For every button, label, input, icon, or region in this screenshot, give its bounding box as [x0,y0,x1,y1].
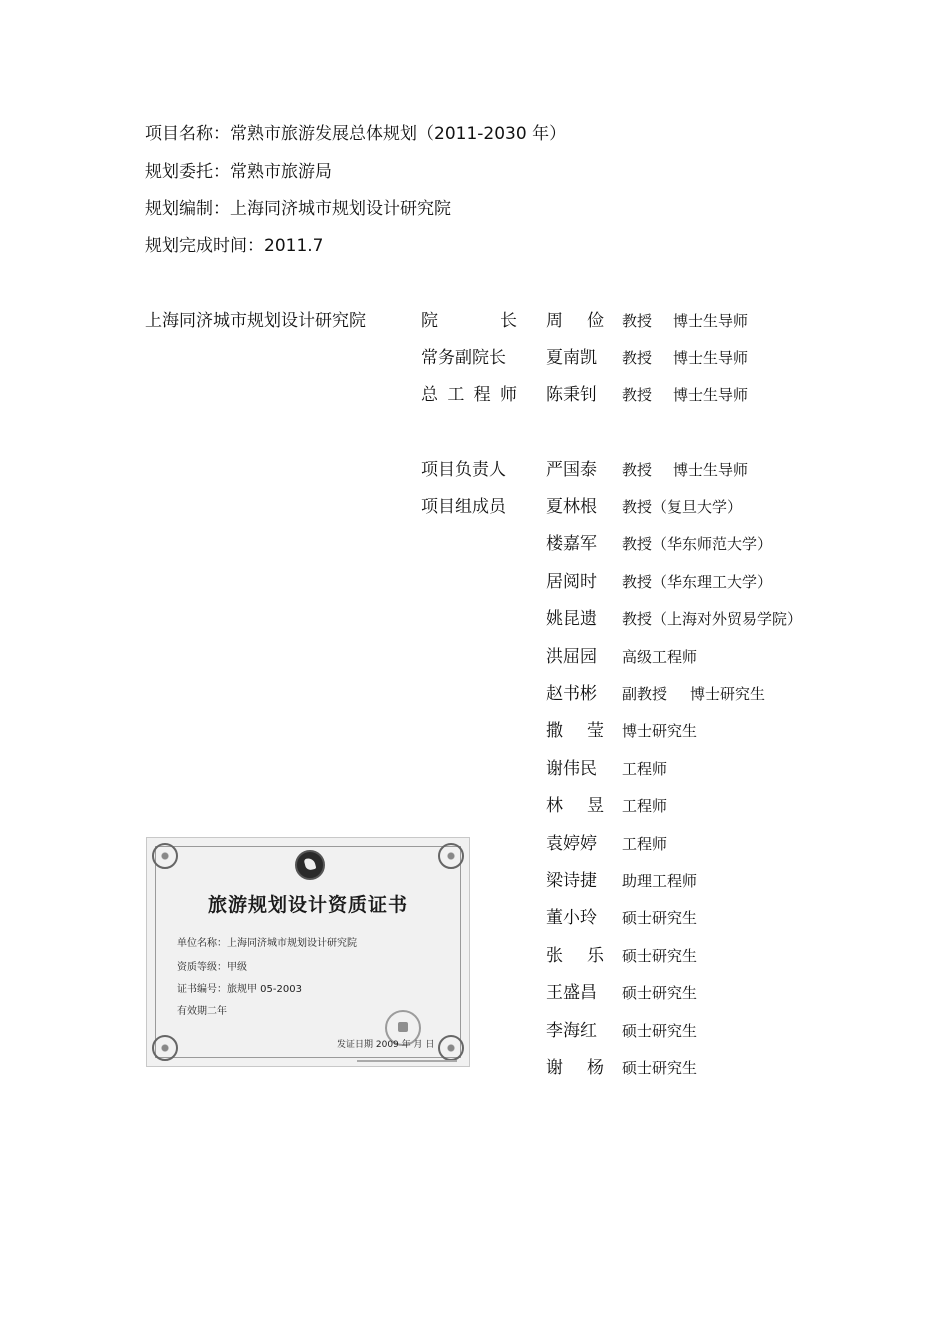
member-title: 工程师 [622,759,668,778]
project-compiler-line: 规划编制：上海同济城市规划设计研究院 [145,199,451,219]
member-name: 撒 莹 [546,721,604,742]
certificate-number: 证书编号：旅规甲 05-2003 [177,984,302,995]
member-title: 工程师 [622,834,668,853]
horse-emblem-icon [295,850,325,880]
member-title: 高级工程师 [622,647,698,666]
certificate-grade: 资质等级：甲级 [177,962,247,973]
person-extra: 博士生导师 [673,312,749,330]
role-label: 总 工 程 师 [421,385,517,405]
member-title: 硕士研究生 [622,946,698,965]
member-name: 楼嘉军 [546,534,597,555]
member-name: 谢伟民 [546,758,597,779]
role-label: 项目负责人 [421,460,506,480]
institution-name: 上海同济城市规划设计研究院 [145,311,366,331]
member-title: 工程师 [622,797,668,816]
project-client-line: 规划委托：常熟市旅游局 [145,162,332,182]
member-name: 袁婷婷 [546,833,597,854]
person-name: 夏南凯 [546,348,597,368]
member-name: 林 昱 [546,796,604,817]
member-title: 教授（华东师范大学） [622,535,773,554]
certificate-footnote-line [357,1060,457,1062]
ornament-icon [438,843,464,869]
ornament-icon [152,1035,178,1061]
person-extra: 博士生导师 [673,349,749,367]
project-date-line: 规划完成时间：2011.7 [145,236,324,256]
member-title: 硕士研究生 [622,1021,698,1040]
person-title: 教授 [622,386,653,404]
member-name: 居阅时 [546,571,597,592]
member-name: 洪屈园 [546,646,597,667]
member-title: 教授（复旦大学） [622,498,743,516]
certificate-issue-date: 发证日期 2009 年 月 日 [337,1040,435,1050]
member-title: 教授（上海对外贸易学院） [622,610,803,629]
member-name: 赵书彬 [546,684,597,704]
member-name: 李海红 [546,1020,597,1041]
member-title: 硕士研究生 [622,1059,698,1077]
person-name: 陈秉钊 [546,385,597,405]
member-title: 副教授 [622,685,668,703]
certificate-validity: 有效期二年 [177,1006,227,1017]
member-name: 谢 杨 [546,1058,604,1078]
person-title: 教授 [622,312,653,330]
member-title: 博士研究生 [622,722,698,741]
member-name: 夏林根 [546,497,597,517]
member-title: 教授（华东理工大学） [622,572,773,591]
member-name: 姚昆遗 [546,609,597,630]
member-name: 梁诗捷 [546,871,597,891]
person-title: 教授 [622,461,653,479]
member-extra: 博士研究生 [690,685,766,703]
member-title: 助理工程师 [622,872,698,890]
member-title: 硕士研究生 [622,984,698,1003]
role-label: 常务副院长 [421,348,506,368]
certificate-unit: 单位名称：上海同济城市规划设计研究院 [177,938,357,949]
person-name: 周 俭 [546,311,604,331]
certificate-title: 旅游规划设计资质证书 [207,894,408,916]
team-role-label: 项目组成员 [421,497,506,517]
member-title: 硕士研究生 [622,909,698,928]
person-name: 严国泰 [546,460,597,480]
ornament-icon [152,843,178,869]
member-name: 董小玲 [546,908,597,929]
person-title: 教授 [622,349,653,367]
person-extra: 博士生导师 [673,461,749,479]
project-name-line: 项目名称：常熟市旅游发展总体规划（2011-2030 年） [145,124,567,144]
member-name: 王盛昌 [546,983,597,1004]
member-name: 张 乐 [546,945,604,966]
ornament-icon [438,1035,464,1061]
person-extra: 博士生导师 [673,386,749,404]
role-label: 院 长 [421,311,517,331]
qualification-certificate [146,837,470,1067]
